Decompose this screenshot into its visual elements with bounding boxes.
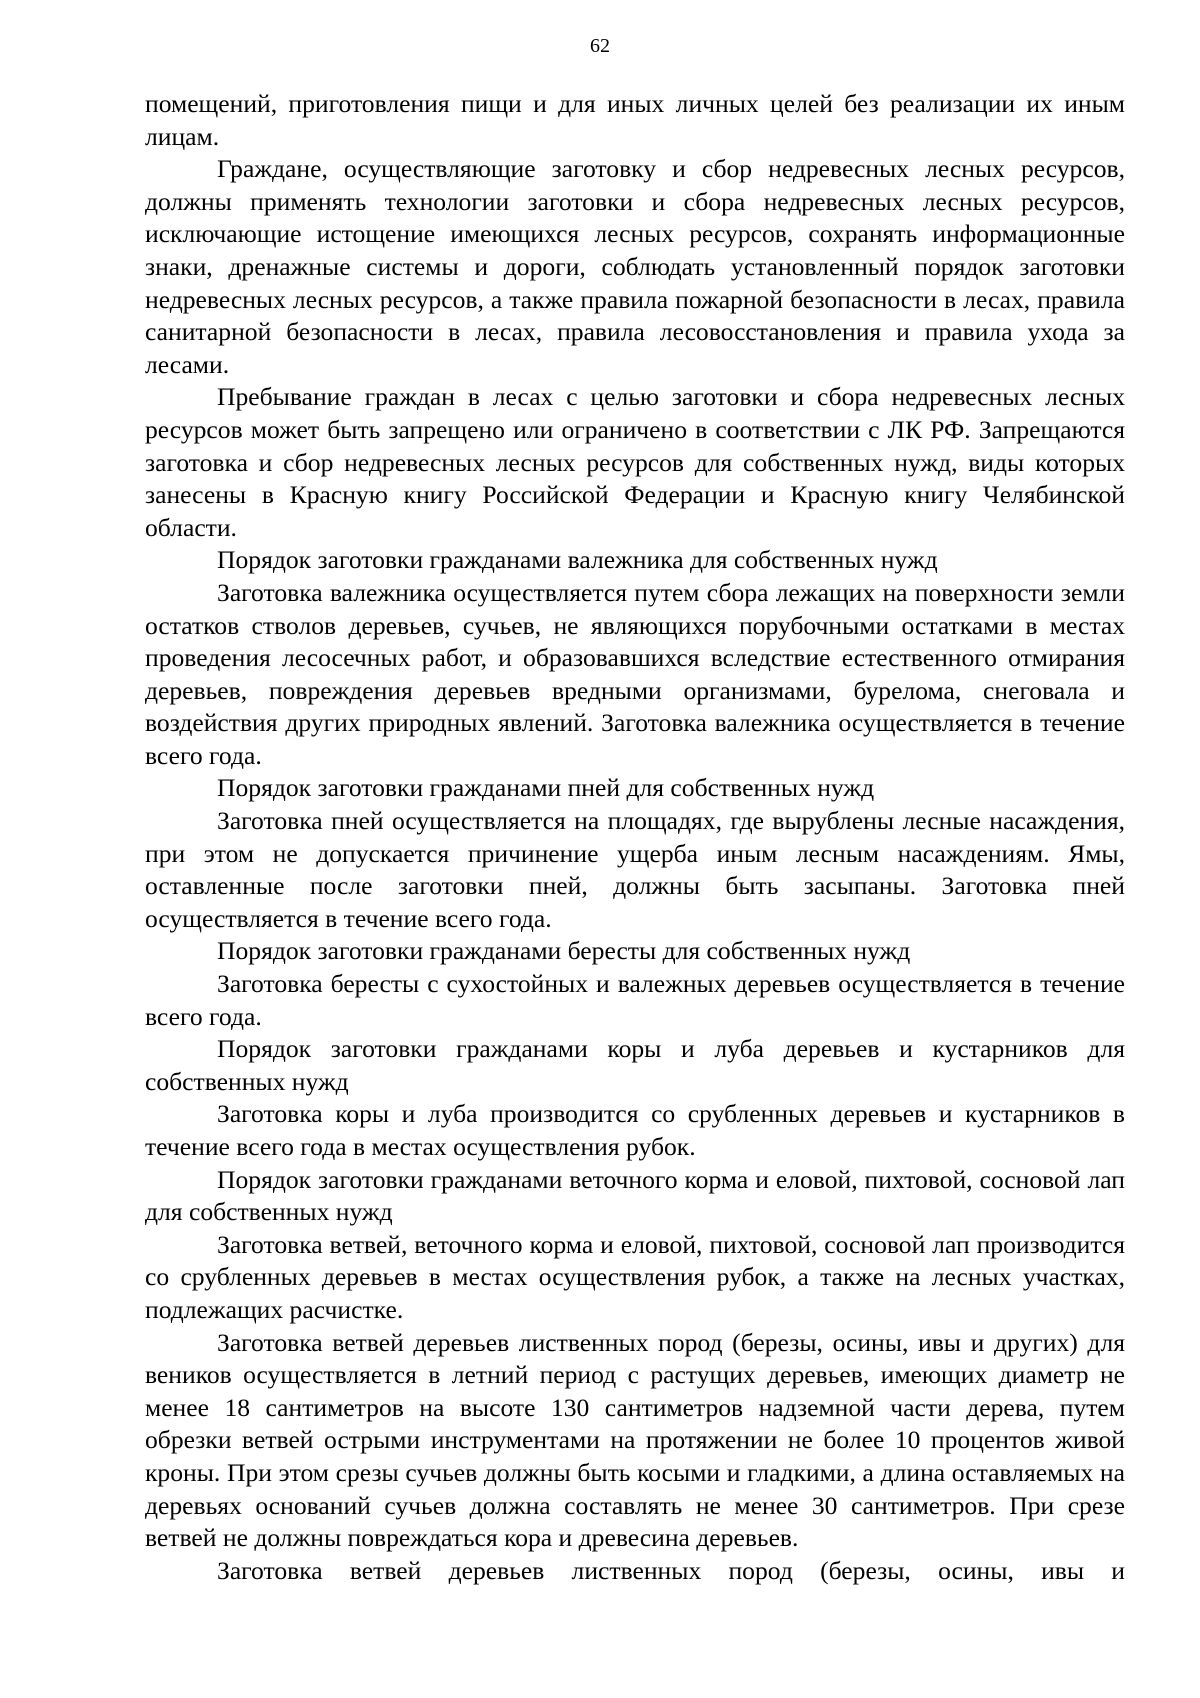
section-heading: Порядок заготовки гражданами валежника для собственных нужд (217, 545, 938, 575)
paragraph: помещений, приготовления пищи и для иных личных целей без реализации их иным лицам. (145, 89, 1125, 151)
section-heading: Порядок заготовки гражданами бересты для собственных нужд (217, 936, 911, 966)
paragraph: Заготовка бересты с сухостойных и валежных деревьев осуществляется в течение всего года. (145, 969, 1125, 1031)
paragraph: Пребывание граждан в лесах с целью заготовки и сбора недревесных лесных ресурсов может быть запрещено или ограничено в соответствии с ЛК РФ. Запрещаются заготовка и сбор недревесных лесных ресурсов для собственных нужд, виды которых занесены в Красную книгу Российской Федерации и Красную книгу Челябинской области. (145, 382, 1125, 542)
section-heading: Порядок заготовки гражданами коры и луба деревьев и кустарников для собственных нужд (145, 1034, 1125, 1096)
paragraph: Заготовка пней осуществляется на площадях, где вырублены лесные насаждения, при этом не допускается причинение ущерба иным лесным насаждениям. Ямы, оставленные после заготовки пней, должны быть засыпаны. Заготовка пней осуществляется в течение всего года. (145, 806, 1125, 933)
paragraph: Заготовка ветвей, веточного корма и еловой, пихтовой, сосновой лап производится со срубленных деревьев в местах осуществления рубок, а также на лесных участках, подлежащих расчистке. (145, 1229, 1125, 1324)
document-body (145, 88, 1125, 1587)
page-number: 62 (590, 35, 610, 57)
paragraph: Заготовка ветвей деревьев лиственных пород (березы, осины, ивы и других) для веников осуществляется в летний период с растущих деревьев, имеющих диаметр не менее 18 сантиметров на высоте 130 сантиметров надземной части дерева, путем обрезки ветвей острыми инструментами на протяжении не более 10 процентов живой кроны. При этом срезы сучьев должны быть косыми и гладкими, а длина оставляемых на деревьях оснований сучьев должна составлять не менее 30 сантиметров. При срезе ветвей не должны повреждаться кора и древесина деревьев. (145, 1327, 1125, 1553)
paragraph: Заготовка ветвей деревьев лиственных пород (березы, осины, ивы и (217, 1555, 1125, 1585)
paragraph: Заготовка коры и луба производится со срубленных деревьев и кустарников в течение всего года в местах осуществления рубок. (145, 1099, 1125, 1161)
section-heading: Порядок заготовки гражданами веточного корма и еловой, пихтовой, сосновой лап для собственных нужд (145, 1164, 1125, 1227)
section-heading: Порядок заготовки гражданами пней для собственных нужд (217, 773, 875, 803)
paragraph: Граждане, осуществляющие заготовку и сбор недревесных лесных ресурсов, должны применять технологии заготовки и сбора недревесных лесных ресурсов, исключающие истощение имеющихся лесных ресурсов, сохранять информационные знаки, дренажные системы и дороги, соблюдать установленный порядок заготовки недревесных лесных ресурсов, а также правила пожарной безопасности в лесах, правила санитарной безопасности в лесах, правила лесовосстановления и правила ухода за лесами. (145, 154, 1125, 379)
paragraph: Заготовка валежника осуществляется путем сбора лежащих на поверхности земли остатков стволов деревьев, сучьев, не являющихся порубочными остатками в местах проведения лесосечных работ, и образовавшихся вследствие естественного отмирания деревьев, повреждения деревьев вредными организмами, бурелома, снеговала и воздействия других природных явлений. Заготовка валежника осуществляется в течение всего года. (145, 577, 1125, 770)
